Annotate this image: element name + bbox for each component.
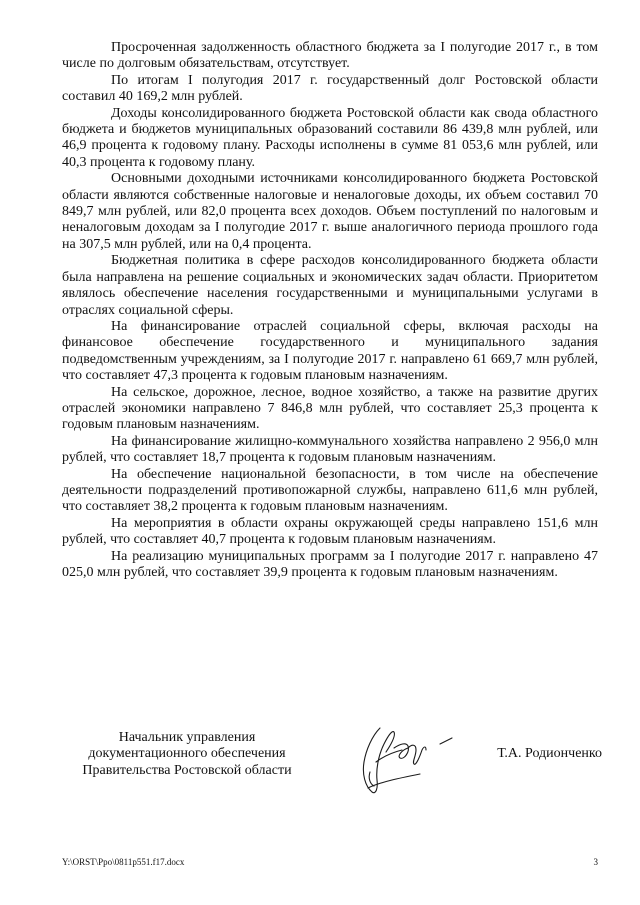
paragraph-municipal-programs: На реализацию муниципальных программ за I полугодие 2017 г. направлено 47 025,0 млн рублей, что составляет 39,9 процента к годовым плановым назначениям.	[62, 548, 598, 580]
signer-position-line: документационного обеспечения	[88, 746, 286, 762]
paragraph-housing-utilities: На финансирование жилищно-коммунального хозяйства направлено 2 956,0 млн рублей, что составляет 18,7 процента к годовым плановым назначениям.	[62, 433, 598, 466]
paragraph-budget-policy: Бюджетная политика в сфере расходов консолидированного бюджета области была направлена на решение социальных и экономических задач области. Приоритетом являлось обеспечение населения государственными и муниципальными услугами в отраслях социальной сферы.	[62, 253, 598, 318]
paragraph-state-debt: По итогам I полугодия 2017 г. государственный долг Ростовской области составил 40 169,2 млн рублей.	[62, 72, 598, 105]
paragraph-overdue-debt: Просроченная задолженность областного бюджета за I полугодие 2017 г., в том числе по долговым обязательствам, отсутствует.	[62, 40, 598, 72]
paragraph-national-security: На обеспечение национальной безопасности, в том числе на обеспечение деятельности подразделений противопожарной службы, направлено 611,6 млн рублей, что составляет 38,2 процента к годовым плановым назначениям.	[62, 466, 598, 515]
page-number: 3	[593, 857, 598, 867]
paragraph-revenue-sources: Основными доходными источниками консолидированного бюджета Ростовской области являются собственные налоговые и неналоговые доходы, их объем составил 70 849,7 млн рублей, или 82,0 процента всех доходов. Объем поступлений по налоговым и неналоговым доходам за I полугодие 2017 г. выше аналогичного периода прошлого года на 307,5 млн рублей, или на 0,4 процента.	[62, 171, 598, 252]
document-body	[62, 40, 598, 581]
paragraph-environment: На мероприятия в области охраны окружающей среды направлено 151,6 млн рублей, что составляет 40,7 процента к годовым плановым назначениям.	[62, 515, 598, 548]
handwritten-signature	[350, 722, 460, 802]
paragraph-economy-sectors: На сельское, дорожное, лесное, водное хозяйство, а также на развитие других отраслей экономики направлено 7 846,8 млн рублей, что составляет 25,3 процента к годовым плановым назначениям.	[62, 384, 598, 433]
signer-name: Т.А. Родионченко	[497, 746, 602, 761]
paragraph-social-sphere: На финансирование отраслей социальной сферы, включая расходы на финансовое обеспечение государственного и муниципального задания подведомственным учреждениям, за I полугодие 2017 г. направлено 61 669,7 млн рублей, что составляет 47,3 процента к годовым плановым назначениям.	[62, 318, 598, 384]
paragraph-consolidated-revenue: Доходы консолидированного бюджета Ростовской области как свода областного бюджета и бюджетов муниципальных образований составили 86 439,8 млн рублей, или 46,9 процента к годовому плану. Расходы исполнены в сумме 81 053,6 млн рублей, или 40,3 процента к годовому плану.	[62, 105, 598, 170]
signer-position-line: Начальник управления	[118, 730, 256, 745]
file-path: Y:\ORST\Ppo\0811p551.f17.docx	[62, 857, 185, 867]
signer-position-line: Правительства Ростовской области	[82, 762, 292, 778]
signature-block	[62, 730, 602, 790]
signer-position	[62, 730, 312, 779]
